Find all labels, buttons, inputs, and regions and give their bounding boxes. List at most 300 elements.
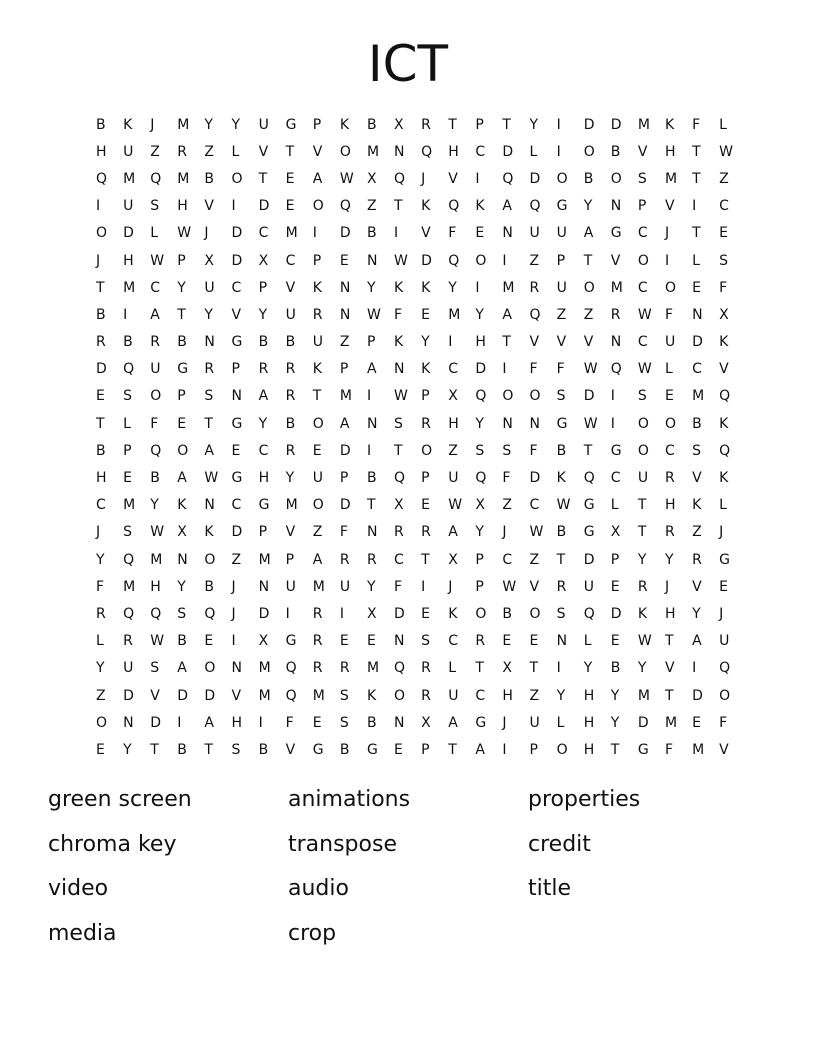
grid-letter: F (96, 578, 105, 595)
grid-letter: G (475, 714, 487, 731)
grid-letter: E (394, 741, 403, 758)
grid-letter: E (719, 578, 729, 595)
grid-letter: B (366, 714, 377, 731)
grid-letter: G (312, 741, 324, 758)
grid-letter: P (285, 551, 295, 568)
grid-letter: T (502, 334, 511, 351)
grid-letter: A (312, 551, 323, 568)
grid-letter: H (258, 470, 270, 487)
grid-letter: L (231, 143, 240, 160)
grid-letter: R (150, 334, 160, 351)
grid-letter: K (177, 497, 187, 514)
word-list-item: media (48, 920, 117, 946)
grid-letter: A (502, 198, 512, 215)
grid-letter: H (96, 143, 107, 160)
grid-letter: E (692, 714, 701, 731)
grid-letter: S (475, 442, 485, 459)
grid-letter: Y (583, 660, 593, 677)
grid-letter: U (664, 334, 676, 351)
grid-letter: S (637, 388, 647, 405)
grid-letter: Q (475, 470, 487, 487)
grid-letter: E (421, 605, 430, 622)
grid-letter: I (692, 660, 697, 677)
grid-letter: Y (475, 524, 484, 541)
grid-letter: G (583, 524, 595, 541)
grid-letter: C (150, 279, 160, 296)
grid-letter: N (231, 388, 242, 405)
grid-letter: W (448, 497, 463, 514)
grid-letter: D (692, 687, 703, 704)
grid-letter: D (610, 605, 622, 622)
grid-letter: V (204, 198, 214, 215)
grid-letter: W (583, 361, 598, 378)
grid-row (96, 301, 746, 328)
grid-letter: K (421, 279, 431, 296)
grid-letter: O (177, 442, 189, 459)
grid-letter: Z (231, 551, 242, 568)
grid-letter: G (610, 225, 622, 242)
grid-letter: R (366, 551, 377, 568)
grid-letter: I (231, 633, 236, 650)
grid-letter: N (123, 714, 134, 731)
grid-letter: B (366, 116, 377, 133)
grid-letter: P (339, 361, 349, 378)
grid-letter: T (692, 143, 701, 160)
grid-row (96, 138, 746, 165)
grid-letter: O (312, 497, 324, 514)
grid-letter: P (177, 252, 186, 269)
grid-letter: Y (421, 334, 430, 351)
grid-letter: R (529, 279, 540, 296)
grid-letter: E (285, 198, 295, 215)
grid-letter: X (258, 633, 269, 650)
grid-letter: L (664, 361, 673, 378)
grid-letter: R (339, 660, 350, 677)
word-list-item: properties (528, 787, 641, 812)
grid-letter: J (719, 524, 724, 541)
grid-letter: K (312, 279, 322, 296)
grid-letter: O (312, 415, 324, 432)
grid-letter: W (394, 252, 408, 269)
grid-letter: Q (394, 470, 406, 487)
grid-letter: M (312, 687, 325, 704)
grid-letter: K (448, 605, 458, 622)
grid-letter: E (610, 633, 620, 650)
grid-row (96, 220, 746, 247)
page-title: ICT (367, 35, 449, 93)
grid-letter: Y (150, 497, 159, 514)
grid-letter: T (96, 415, 105, 432)
grid-letter: G (231, 415, 243, 432)
grid-letter: U (312, 470, 323, 487)
grid-letter: I (312, 225, 317, 242)
grid-letter: X (366, 605, 377, 622)
grid-letter: Q (421, 143, 433, 160)
grid-letter: V (719, 361, 729, 378)
grid-letter: C (394, 551, 404, 568)
grid-letter: O (394, 687, 406, 704)
grid-letter: L (692, 252, 700, 269)
grid-letter: F (448, 225, 457, 242)
grid-letter: I (366, 442, 372, 459)
grid-letter: N (529, 415, 540, 432)
grid-letter: W (394, 388, 408, 405)
grid-row (96, 600, 746, 627)
grid-letter: A (204, 442, 214, 459)
grid-letter: P (475, 116, 484, 133)
grid-letter: W (637, 633, 652, 650)
grid-letter: B (123, 334, 133, 351)
grid-row (96, 655, 746, 682)
grid-letter: R (312, 306, 323, 323)
grid-letter: A (502, 306, 512, 323)
grid-letter: M (692, 388, 705, 405)
grid-letter: A (583, 225, 594, 242)
grid-letter: B (177, 334, 187, 351)
grid-letter: B (366, 225, 377, 242)
grid-letter: N (339, 279, 351, 296)
grid-letter: Y (637, 551, 647, 568)
grid-letter: R (339, 551, 350, 568)
grid-letter: A (312, 170, 323, 187)
grid-letter: A (150, 306, 160, 323)
grid-letter: N (502, 415, 513, 432)
grid-letter: F (150, 415, 159, 432)
grid-row (96, 437, 746, 464)
grid-letter: O (583, 279, 595, 296)
grid-letter: E (96, 388, 105, 405)
grid-letter: L (529, 143, 538, 160)
grid-letter: O (556, 741, 568, 758)
grid-letter: U (448, 687, 459, 704)
grid-letter: J (719, 605, 724, 622)
grid-letter: P (556, 252, 566, 269)
grid-letter: Z (692, 524, 702, 541)
grid-letter: W (583, 415, 598, 432)
grid-letter: Y (96, 551, 105, 568)
grid-letter: U (719, 633, 730, 650)
grid-letter: D (529, 170, 541, 187)
grid-letter: U (123, 143, 134, 160)
grid-letter: R (692, 551, 702, 568)
grid-letter: N (231, 660, 242, 677)
grid-letter: Z (312, 524, 323, 541)
grid-letter: T (664, 633, 674, 650)
word-list-item: transpose (288, 831, 397, 857)
grid-letter: T (664, 687, 674, 704)
grid-letter: E (204, 633, 214, 650)
grid-row (96, 573, 746, 600)
grid-letter: K (719, 415, 729, 432)
grid-letter: W (556, 497, 571, 514)
grid-letter: G (637, 741, 649, 758)
grid-letter: E (339, 252, 349, 269)
grid-letter: I (258, 714, 263, 731)
grid-letter: V (692, 578, 702, 595)
grid-letter: P (123, 442, 132, 459)
grid-letter: I (448, 334, 453, 351)
grid-letter: J (231, 578, 236, 595)
grid-letter: N (394, 361, 405, 378)
grid-letter: E (339, 633, 349, 650)
grid-letter: W (529, 524, 544, 541)
grid-letter: B (556, 442, 567, 459)
grid-letter: C (231, 497, 242, 514)
grid-letter: Y (692, 605, 701, 622)
grid-letter: S (637, 170, 647, 187)
grid-letter: H (664, 143, 676, 160)
grid-letter: P (610, 551, 620, 568)
grid-letter: E (96, 741, 105, 758)
grid-letter: R (556, 578, 567, 595)
grid-letter: X (448, 388, 458, 405)
grid-letter: Y (583, 198, 593, 215)
grid-letter: D (96, 361, 107, 378)
grid-letter: R (177, 143, 188, 160)
grid-letter: X (610, 524, 621, 541)
grid-letter: D (123, 225, 134, 242)
grid-letter: Q (448, 252, 460, 269)
grid-letter: B (339, 741, 350, 758)
grid-letter: Q (285, 660, 297, 677)
grid-letter: C (529, 497, 540, 514)
grid-row (96, 682, 746, 709)
grid-letter: T (583, 442, 593, 459)
grid-letter: T (637, 497, 647, 514)
grid-letter: D (610, 116, 622, 133)
grid-letter: U (285, 578, 296, 595)
grid-letter: P (231, 361, 240, 378)
grid-letter: Z (448, 442, 458, 459)
grid-letter: O (637, 442, 649, 459)
grid-letter: V (529, 334, 540, 351)
grid-letter: D (475, 361, 487, 378)
grid-letter: L (719, 497, 727, 514)
grid-letter: B (177, 633, 187, 650)
grid-letter: W (150, 252, 165, 269)
grid-letter: I (556, 116, 561, 133)
grid-letter: D (258, 605, 270, 622)
grid-letter: C (231, 279, 242, 296)
grid-letter: Y (177, 279, 186, 296)
grid-letter: E (529, 633, 539, 650)
grid-letter: M (448, 306, 461, 323)
grid-letter: R (421, 415, 431, 432)
grid-letter: O (339, 143, 351, 160)
grid-letter: T (692, 170, 701, 187)
grid-letter: P (258, 524, 268, 541)
grid-letter: M (637, 687, 650, 704)
grid-letter: N (610, 198, 622, 215)
grid-letter: Y (637, 660, 647, 677)
grid-letter: I (502, 252, 507, 269)
grid-letter: M (123, 578, 136, 595)
grid-letter: B (610, 143, 621, 160)
grid-letter: Z (556, 306, 567, 323)
grid-letter: R (421, 116, 431, 133)
grid-letter: I (556, 660, 561, 677)
grid-letter: C (719, 198, 729, 215)
grid-letter: J (448, 578, 453, 595)
grid-letter: P (637, 198, 647, 215)
grid-letter: C (475, 143, 486, 160)
grid-letter: O (664, 279, 676, 296)
grid-letter: N (366, 415, 378, 432)
grid-letter: M (692, 741, 705, 758)
grid-letter: V (583, 334, 594, 351)
grid-letter: B (96, 442, 106, 459)
grid-letter: S (123, 524, 132, 541)
grid-letter: L (583, 633, 592, 650)
grid-letter: D (502, 143, 514, 160)
grid-letter: K (556, 470, 566, 487)
grid-letter: X (448, 551, 458, 568)
grid-letter: E (610, 578, 620, 595)
grid-letter: W (637, 361, 652, 378)
grid-letter: U (312, 334, 323, 351)
grid-letter: V (610, 252, 621, 269)
grid-row (96, 628, 746, 655)
grid-letter: D (231, 225, 243, 242)
grid-letter: H (231, 714, 242, 731)
grid-letter: Y (475, 415, 484, 432)
grid-letter: T (258, 170, 268, 187)
grid-letter: Y (258, 415, 268, 432)
grid-letter: M (339, 388, 352, 405)
grid-letter: N (366, 524, 378, 541)
grid-letter: V (421, 225, 431, 242)
grid-letter: Z (366, 198, 377, 215)
grid-letter: X (366, 170, 377, 187)
grid-letter: H (583, 741, 595, 758)
grid-letter: T (529, 660, 539, 677)
grid-letter: M (177, 116, 190, 133)
word-list-item: green screen (48, 787, 192, 812)
grid-letter: I (366, 388, 372, 405)
grid-letter: D (123, 687, 134, 704)
grid-letter: F (394, 306, 403, 323)
grid-letter: U (204, 279, 215, 296)
grid-letter: F (664, 741, 674, 758)
grid-letter: M (150, 551, 163, 568)
grid-letter: D (529, 470, 541, 487)
word-list (48, 778, 788, 956)
grid-letter: A (177, 660, 187, 677)
grid-letter: N (502, 225, 513, 242)
grid-letter: U (529, 225, 540, 242)
grid-letter: X (421, 714, 431, 731)
grid-letter: V (529, 578, 540, 595)
grid-letter: C (637, 334, 648, 351)
grid-letter: T (177, 306, 186, 323)
grid-letter: J (502, 524, 507, 541)
grid-letter: F (285, 714, 294, 731)
grid-letter: Y (529, 116, 539, 133)
grid-letter: S (123, 388, 132, 405)
grid-letter: P (421, 388, 430, 405)
grid-letter: Y (610, 687, 620, 704)
grid-letter: D (150, 714, 161, 731)
grid-letter: Z (583, 306, 594, 323)
grid-letter: N (394, 143, 405, 160)
grid-letter: M (366, 143, 380, 160)
grid-letter: M (366, 660, 380, 677)
grid-letter: K (664, 116, 675, 133)
grid-letter: N (610, 334, 622, 351)
grid-letter: B (583, 170, 594, 187)
grid-letter: O (556, 170, 568, 187)
grid-letter: W (150, 633, 165, 650)
grid-letter: M (502, 279, 515, 296)
grid-letter: Q (150, 442, 162, 459)
grid-letter: X (204, 252, 214, 269)
grid-letter: D (583, 551, 595, 568)
grid-letter: Q (150, 170, 162, 187)
grid-letter: O (637, 415, 649, 432)
grid-letter: U (150, 361, 161, 378)
grid-letter: T (204, 415, 213, 432)
grid-letter: Q (123, 605, 135, 622)
grid-letter: U (637, 470, 649, 487)
grid-letter: Z (96, 687, 106, 704)
grid-letter: C (610, 470, 621, 487)
grid-letter: Q (475, 388, 487, 405)
grid-letter: U (448, 470, 459, 487)
grid-letter: N (394, 633, 405, 650)
grid-letter: N (366, 252, 378, 269)
grid-letter: A (448, 524, 458, 541)
grid-letter: R (664, 470, 675, 487)
grid-letter: O (312, 198, 324, 215)
grid-letter: N (339, 306, 351, 323)
grid-letter: R (312, 605, 323, 622)
grid-letter: Q (123, 551, 135, 568)
grid-letter: F (719, 714, 728, 731)
grid-letter: R (258, 361, 269, 378)
grid-letter: K (312, 361, 322, 378)
grid-letter: M (312, 578, 325, 595)
grid-letter: W (177, 225, 192, 242)
grid-letter: B (204, 170, 214, 187)
grid-letter: D (339, 225, 351, 242)
grid-letter: C (692, 361, 702, 378)
grid-letter: J (664, 225, 670, 242)
grid-letter: E (502, 633, 512, 650)
grid-letter: J (664, 578, 670, 595)
grid-letter: U (339, 578, 351, 595)
grid-letter: M (258, 551, 271, 568)
grid-letter: C (258, 442, 269, 459)
grid-letter: I (475, 170, 480, 187)
grid-letter: Q (719, 660, 731, 677)
grid-letter: S (231, 741, 241, 758)
grid-letter: I (502, 361, 507, 378)
grid-letter: S (204, 388, 214, 405)
grid-letter: O (529, 388, 541, 405)
grid-letter: U (556, 225, 567, 242)
grid-letter: T (475, 660, 484, 677)
grid-letter: Z (204, 143, 214, 160)
grid-letter: A (177, 470, 187, 487)
grid-letter: R (421, 524, 431, 541)
grid-letter: L (719, 116, 727, 133)
grid-letter: Y (610, 714, 620, 731)
grid-letter: O (502, 388, 514, 405)
grid-letter: W (719, 143, 733, 160)
grid-letter: P (366, 334, 376, 351)
grid-letter: J (231, 605, 236, 622)
grid-letter: N (394, 714, 405, 731)
